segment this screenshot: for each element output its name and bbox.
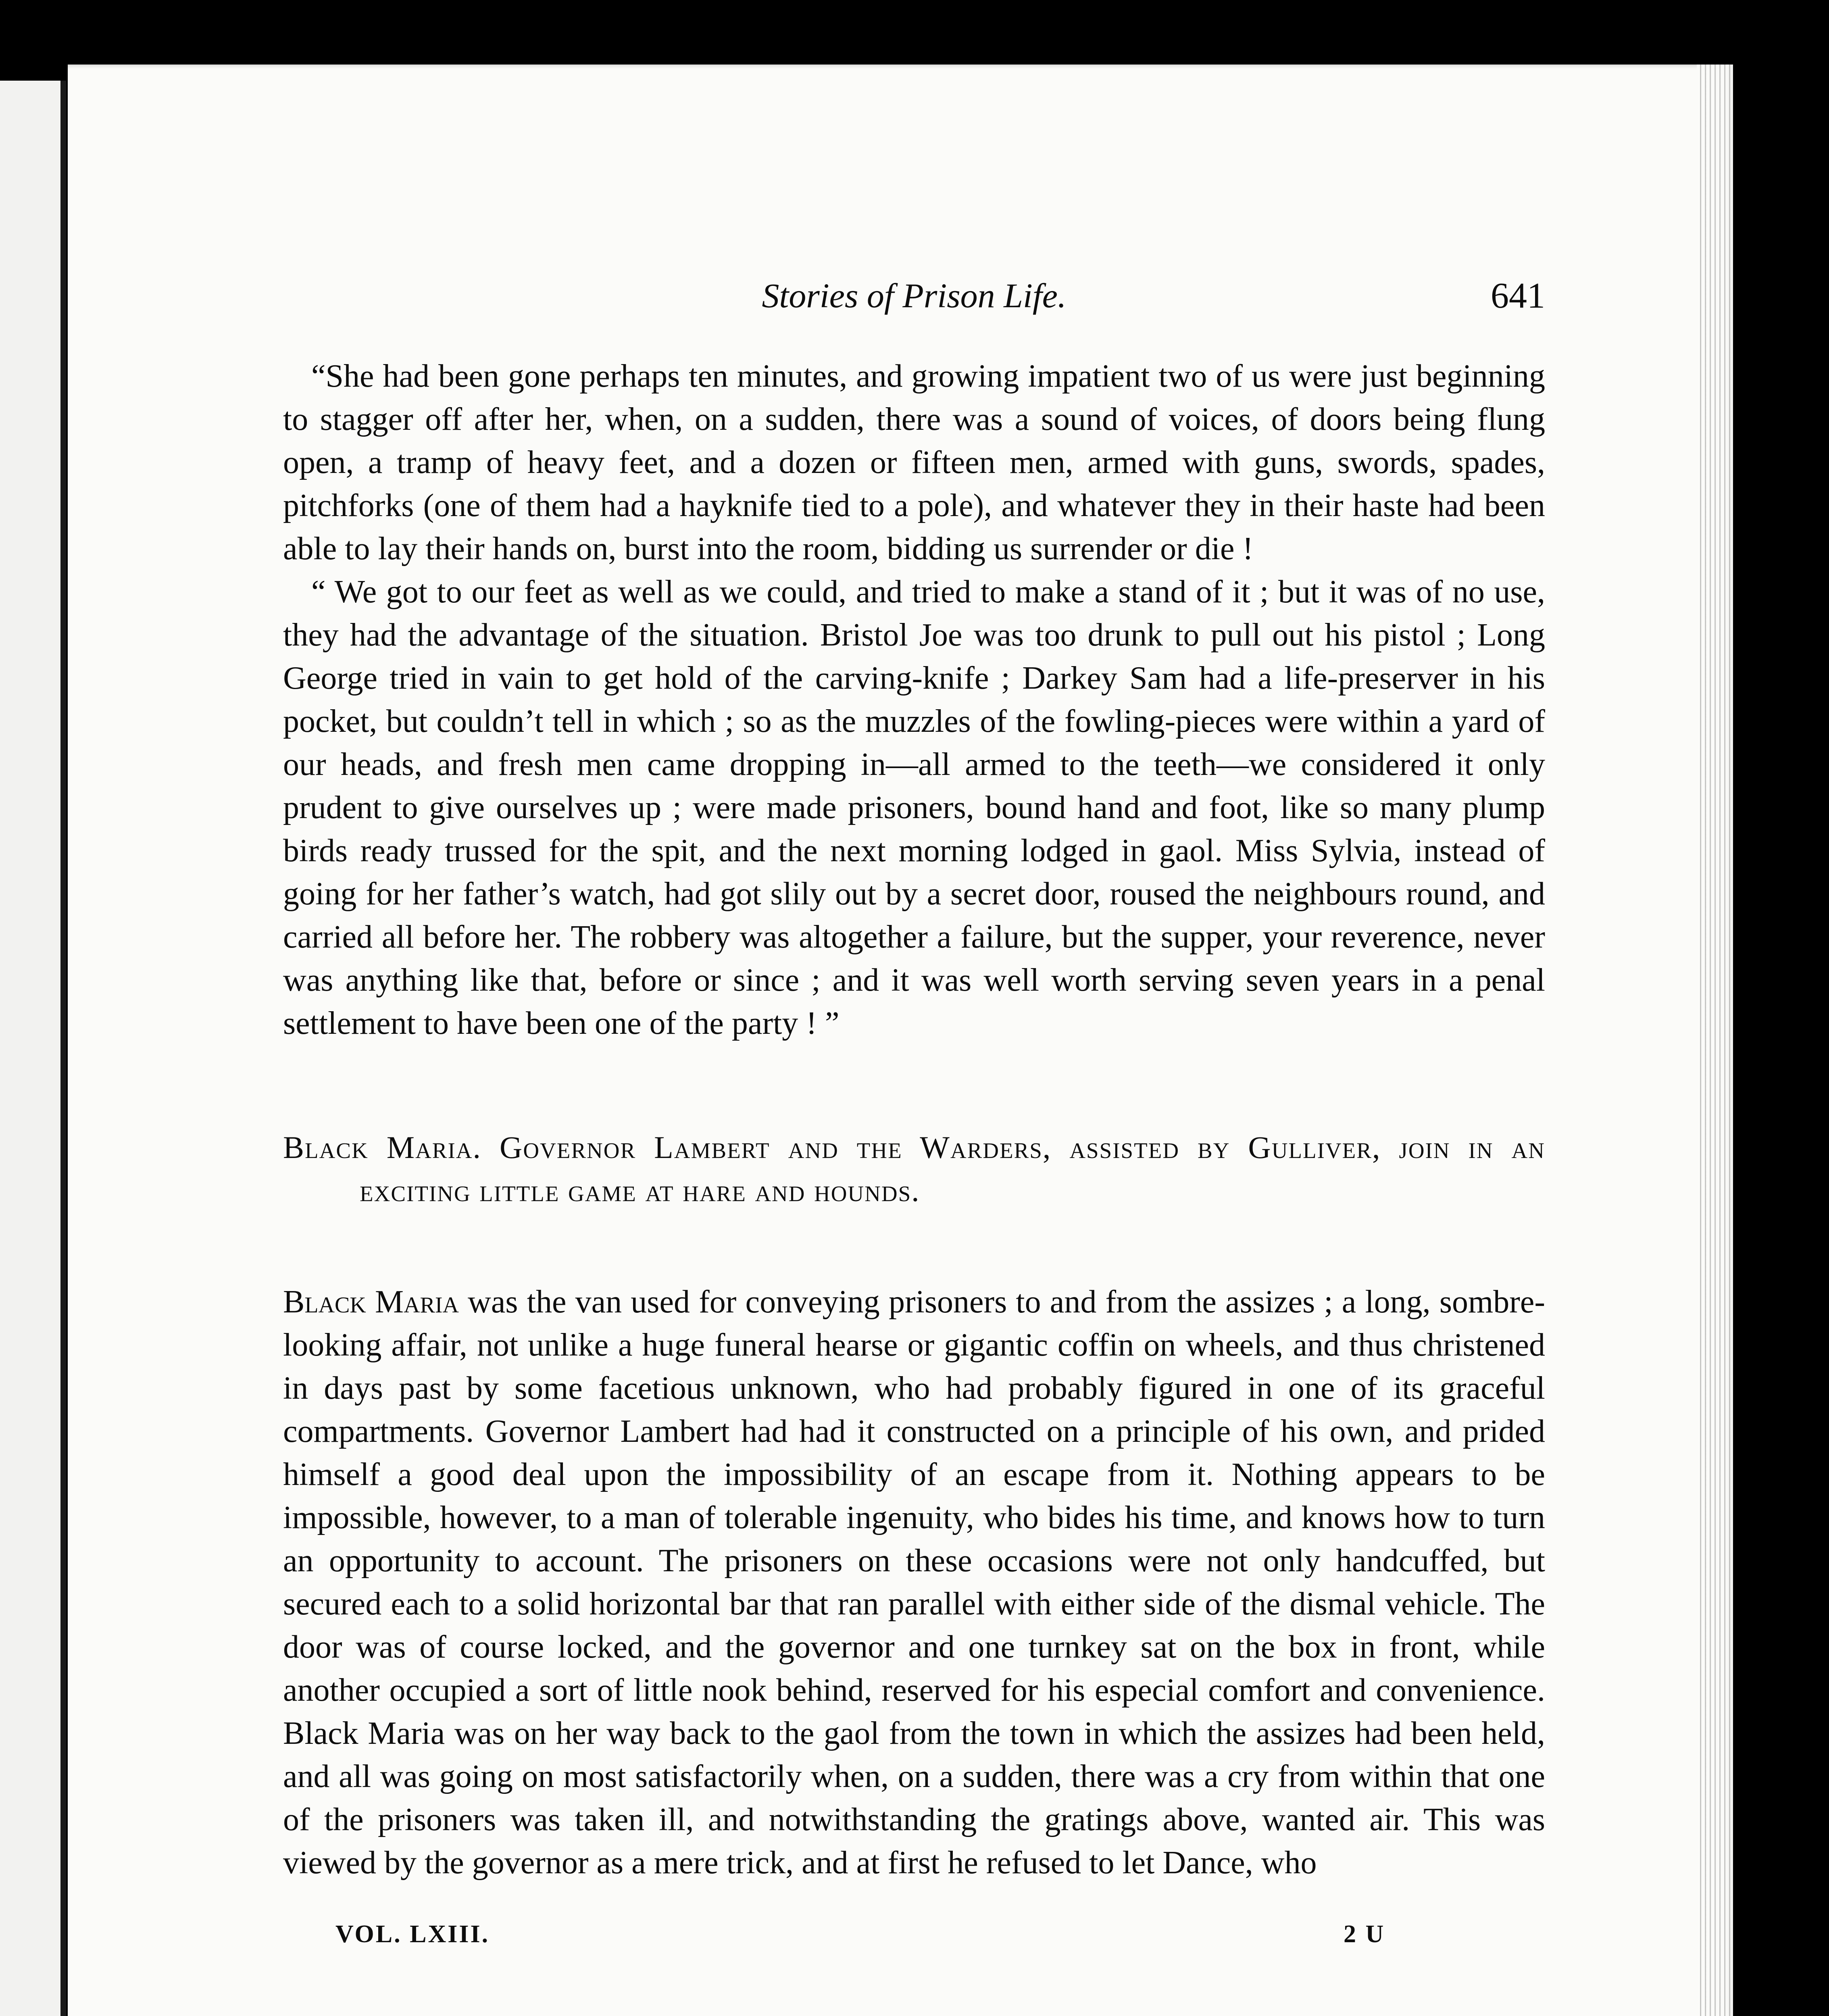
facing-page-edge xyxy=(0,81,66,2016)
paragraph-1: “She had been gone perhaps ten minutes, and growing impatient two of us were just beginning to stagger off after her, when, on a sudden, there was a sound of voices, of doors being flung open, a tramp of heavy feet, and a dozen or fifteen men, armed with guns, swords, spades, pitchforks (one of them had a hayknife tied to a pole), and whatever they in their haste had been able to lay their hands on, burst into the room, bidding us surrender or die ! xyxy=(283,358,1545,566)
section-paragraph xyxy=(283,1281,1545,1885)
signature-mark: 2 U xyxy=(1344,1920,1385,1948)
volume-number: VOL. LXIII. xyxy=(335,1920,490,1948)
paragraph-2: “ We got to our feet as well as we could, and tried to make a stand of it ; but it was of no use, they had the advantage of the situation. Bristol Joe was too drunk to pull out his pistol ; Long George tried in vain to get hold of the carving-knife ; Darkey Sam had a life-preserver in his pocket, but couldn’t tell in which ; so as the muzzles of the fowling-pieces were within a yard of our heads, and fresh men came dropping in—all armed to the teeth—we considered it only prudent to give ourselves up ; were made prisoners, bound hand and foot, like so many plump birds ready trussed for the spit, and the next morning lodged in gaol. Miss Sylvia, instead of going for her father’s watch, had got slily out by a secret door, roused the neighbours round, and carried all before her. The robbery was altogether a failure, but the supper, your reverence, never was anything like that, before or since ; and it was well worth serving seven years in a penal settlement to have been one of the party ! ” xyxy=(283,574,1545,1041)
section-paragraph-text: was the van used for conveying prisoners to and from the assizes ; a long, sombre-looking affair, not unlike a huge funeral hearse or gigantic coffin on wheels, and thus christened in days past by some facetious unknown, who had probably figured in one of its graceful compartments. Governor Lambert had had it constructed on a principle of his own, and prided himself a good deal upon the impossibility of an escape from it. Nothing appears to be impossible, however, to a man of tolerable ingenuity, who bides his time, and knows how to turn an opportunity to account. The prisoners on these occasions were not only handcuffed, but secured each to a solid horizontal bar that ran parallel with either side of the dismal vehicle. The door was of course locked, and the governor and one turnkey sat on the box in front, while another occupied a sort of little nook behind, reserved for his especial comfort and convenience. Black Maria was on her way back to the gaol from the town in which the assizes had been held, and all was going on most satisfactorily when, on a sudden, there was a cry from within that one of the prisoners was taken ill, and notwithstanding the gratings above, wanted air. This was viewed by the governor as a mere trick, and at first he refused to let Dance, who xyxy=(283,1284,1545,1881)
running-title: Stories of Prison Life. xyxy=(762,276,1067,315)
page-number: 641 xyxy=(1491,276,1545,316)
book-page xyxy=(68,65,1733,2016)
text-block xyxy=(283,274,1545,1949)
running-head xyxy=(283,274,1545,331)
section-lead-words: Black Maria xyxy=(283,1284,459,1320)
section-heading: Black Maria. Governor Lambert and the Warders, assisted by Gulliver, join in an exciting little game at hare and hounds. xyxy=(283,1130,1545,1208)
page-fore-edge xyxy=(1697,65,1733,2016)
page-footer xyxy=(283,1913,1545,1949)
